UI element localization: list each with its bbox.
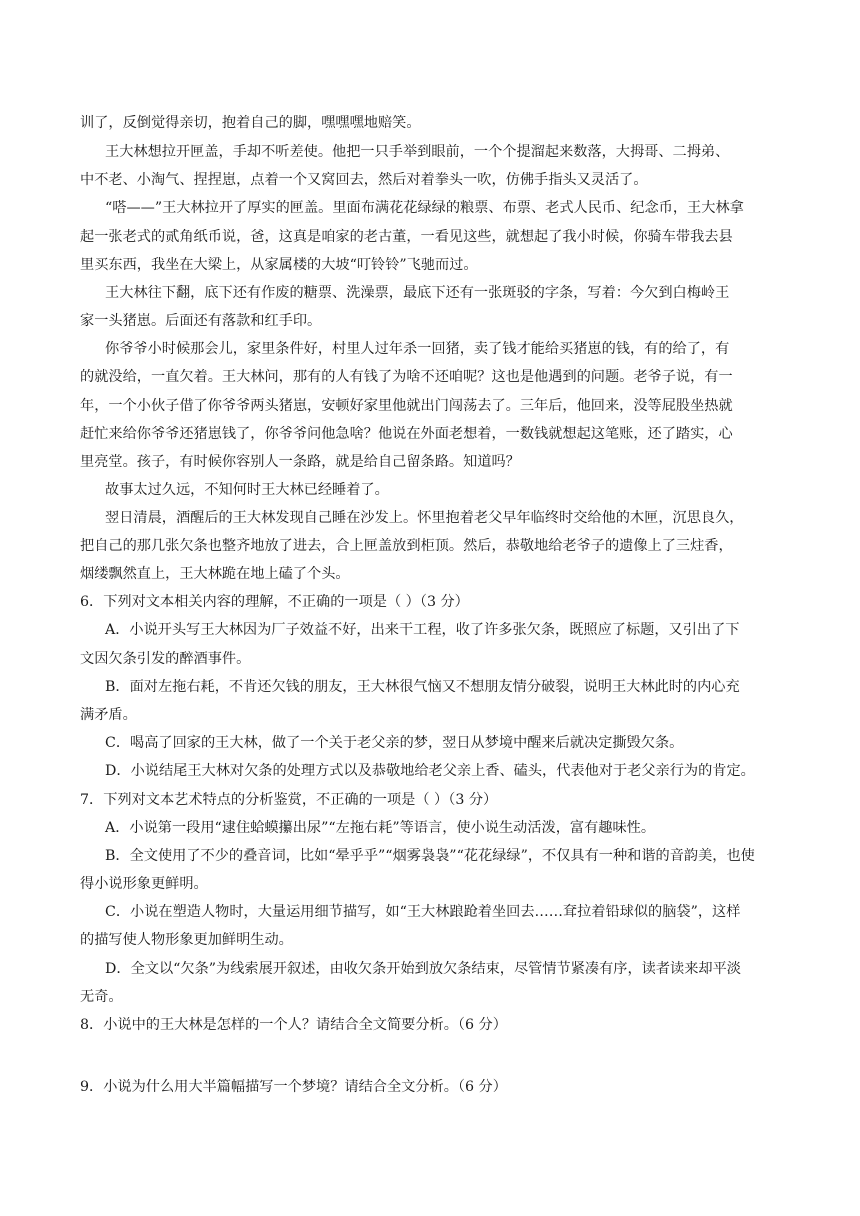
passage-p4-line-3: 年，一个小伙子借了你爷爷两头猪崽，安顿好家里他就出门闯荡去了。三年后，他回来，没等屁股坐热就 [80,398,733,414]
question-7-option-c-line-2: 的描写使人物形象更加鲜明生动。 [80,932,293,948]
question-6-option-a-line-1: A．小说开头写王大林因为厂子效益不好，出来干工程，收了许多张欠条，既照应了标题，又引出了下 [105,622,740,638]
question-7-option-d-line-2: 无奇。 [80,989,123,1005]
passage-p4-line-4: 赶忙来给你爷爷还猪崽钱了，你爷爷问他急啥？他说在外面老想着，一数钱就想起这笔账，还了踏实，心 [80,426,733,442]
passage-p2-line-3: 里买东西，我坐在大梁上，从家属楼的大坡“叮铃铃”飞驰而过。 [80,257,478,273]
question-6-option-b-line-1: B．面对左拖右耗，不肯还欠钱的朋友，王大林很气恼又不想朋友情分破裂，说明王大林此时的内心充 [105,679,740,695]
question-6-option-b-line-2: 满矛盾。 [80,707,137,723]
question-7-option-c-line-1: C．小说在塑造人物时，大量运用细节描写，如“王大林踉跄着坐回去……耷拉着铅球似的脑袋”，这样 [105,904,741,920]
question-7-option-a: A．小说第一段用“逮住蛤蟆攥出尿”“左拖右耗”等语言，使小说生动活泼，富有趣味性。 [105,820,656,836]
question-6-stem: 6．下列对文本相关内容的理解，不正确的一项是（ ）（3 分） [80,594,469,610]
passage-p6-line-1: 翌日清晨，酒醒后的王大林发现自己睡在沙发上。怀里抱着老父早年临终时交给他的木匣，沉思良久， [105,510,744,526]
passage-p3-line-2: 家一头猪崽。后面还有落款和红手印。 [80,313,322,329]
passage-p2-line-1: “嗒——”王大林拉开了厚实的匣盖。里面布满花花绿绿的粮票、布票、老式人民币、纪念币，王大林拿 [105,200,744,216]
passage-p1-line-1: 王大林想拉开匣盖，手却不听差使。他把一只手举到眼前，一个个提溜起来数落，大拇哥、二拇弟、 [105,144,730,160]
passage-p5-line-1: 故事太过久远，不知何时王大林已经睡着了。 [105,482,389,498]
question-7-option-d-line-1: D．全文以“欠条”为线索展开叙述，由收欠条开始到放欠条结束，尽管情节紧凑有序，读者读来却平淡 [105,961,741,977]
passage-p4-line-1: 你爷爷小时候那会儿，家里条件好，村里人过年杀一回猪，卖了钱才能给买猪崽的钱，有的给了，有 [105,341,730,357]
question-6-option-c: C．喝高了回家的王大林，做了一个关于老父亲的梦，翌日从梦境中醒来后就决定撕毁欠条。 [105,735,684,751]
passage-p6-line-3: 烟缕飘然直上，王大林跪在地上磕了个头。 [80,566,350,582]
passage-p4-line-5: 里亮堂。孩子，有时候你容别人一条路，就是给自己留条路。知道吗？ [80,454,520,470]
passage-p0-line-1: 训了，反倒觉得亲切，抱着自己的脚，嘿嘿嘿地赔笑。 [80,115,421,131]
passage-p1-line-2: 中不老、小淘气、捏捏崽，点着一个又窝回去，然后对着拳头一吹，仿佛手指头又灵活了。 [80,172,648,188]
question-7-option-b-line-1: B．全文使用了不少的叠音词，比如“晕乎乎”“烟雾袅袅”“花花绿绿”，不仅具有一种和谐的音韵美，也使 [105,848,755,864]
question-7-option-b-line-2: 得小说形象更鲜明。 [80,876,208,892]
passage-p2-line-2: 起一张老式的贰角纸币说，爸，这真是咱家的老古董，一看见这些，就想起了我小时候，你骑车带我去县 [80,229,733,245]
question-6-option-d: D．小说结尾王大林对欠条的处理方式以及恭敬地给老父亲上香、磕头，代表他对于老父亲行为的肯定。 [105,763,755,779]
question-6-option-a-line-2: 文因欠条引发的醉酒事件。 [80,651,251,667]
passage-p6-line-2: 把自己的那几张欠条也整齐地放了进去，合上匣盖放到柜顶。然后，恭敬地给老爷子的遗像上了三炷香， [80,538,733,554]
passage-p4-line-2: 的就没给，一直欠着。王大林问，那有的人有钱了为啥不还咱呢？这也是他遇到的问题。老爷子说，有一 [80,369,733,385]
question-8-stem: 8．小说中的王大林是怎样的一个人？请结合全文简要分析。（6 分） [80,1017,507,1033]
question-7-stem: 7．下列对文本艺术特点的分析鉴赏，不正确的一项是（ ）（3 分） [80,792,498,808]
question-9-stem: 9．小说为什么用大半篇幅描写一个梦境？请结合全文分析。（6 分） [80,1079,507,1095]
passage-p3-line-1: 王大林往下翻，底下还有作废的糖票、洗澡票，最底下还有一张斑驳的字条，写着：今欠到白梅岭王 [105,285,730,301]
